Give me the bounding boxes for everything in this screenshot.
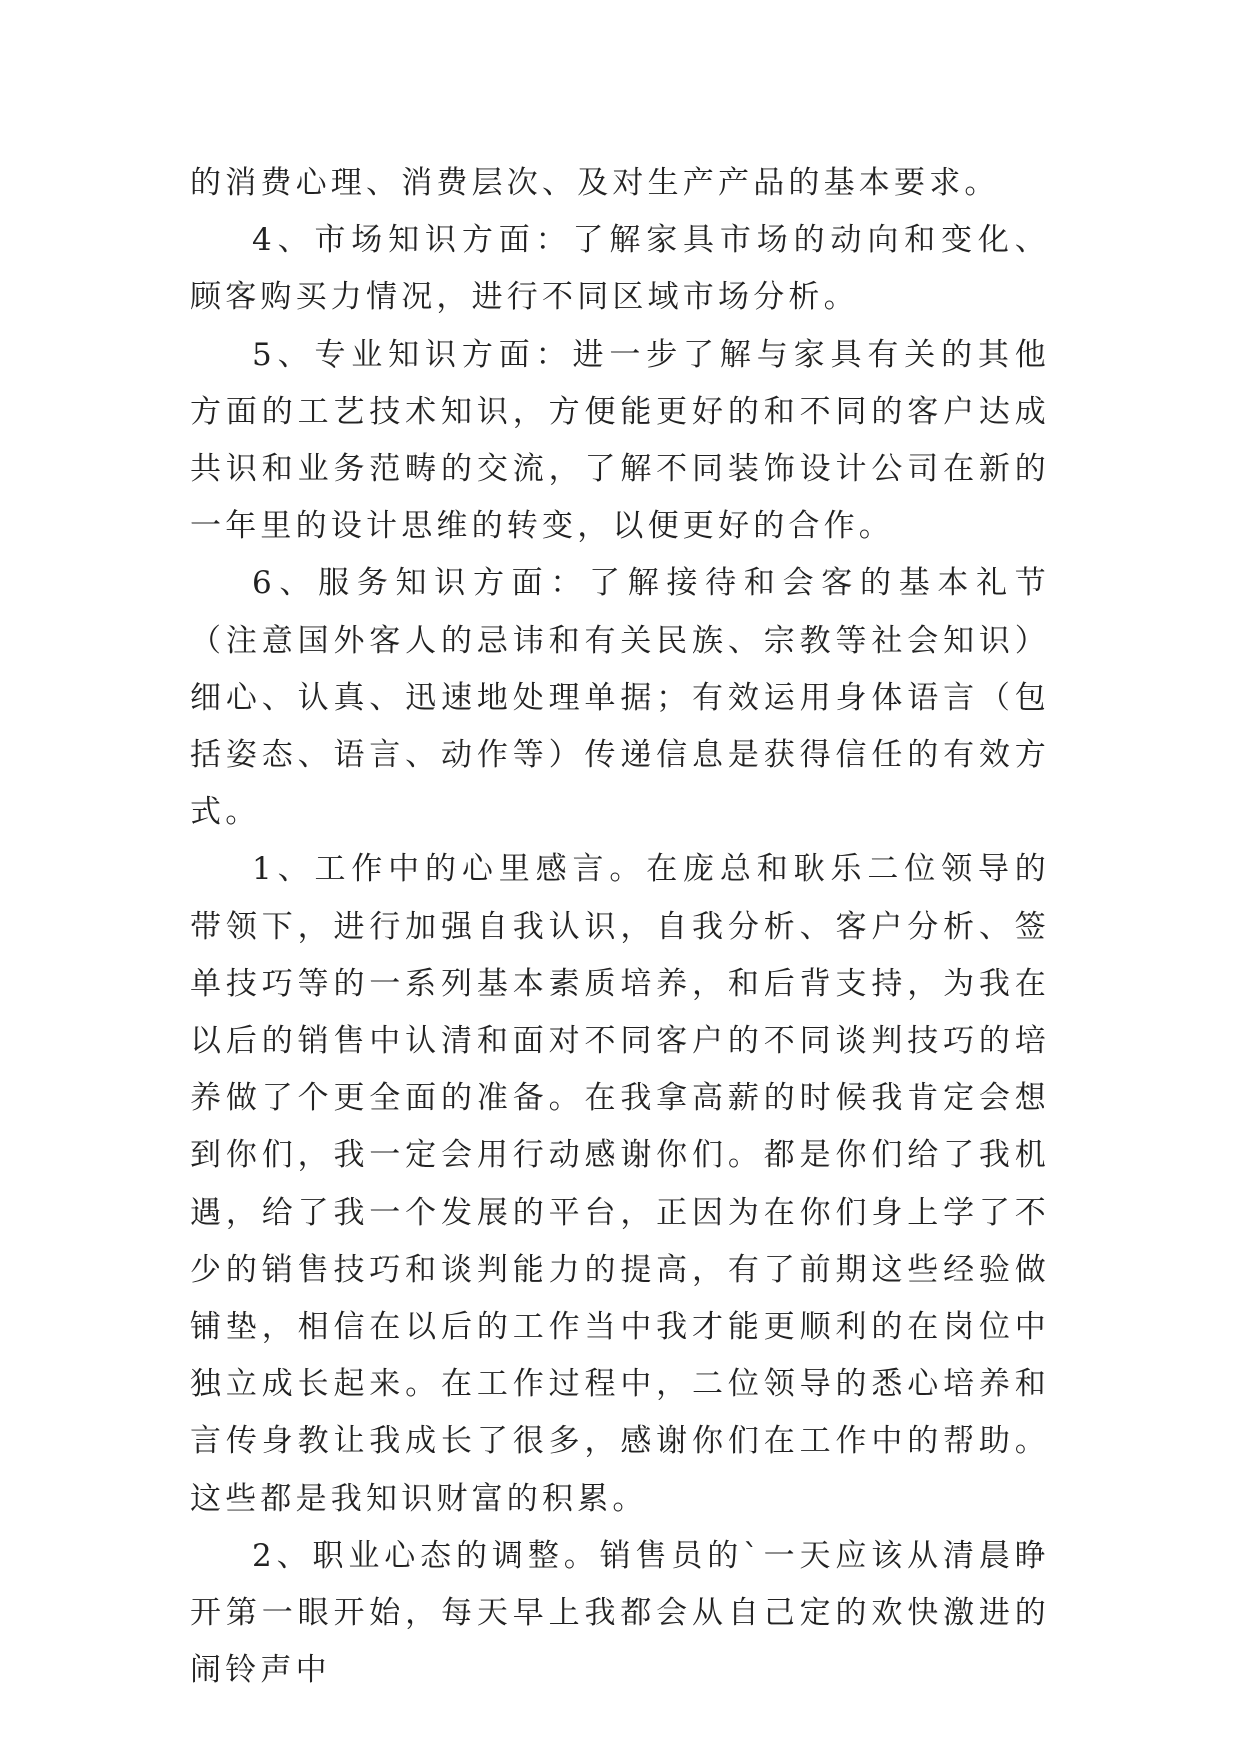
paragraph-attitude-adjustment: 2、职业心态的调整。销售员的`一天应该从清晨睁开第一眼开始，每天早上我都会从自己定的欢快激进的闹铃声中: [190, 1537, 1050, 1689]
paragraph-work-reflection: 1、工作中的心里感言。在庞总和耿乐二位领导的带领下，进行加强自我认识，自我分析、客户分析、签单技巧等的一系列基本素质培养，和后背支持，为我在以后的销售中认清和面对不同客户的不同谈判技巧的培养做了个更全面的准备。在我拿高薪的时候我肯定会想到你们，我一定会用行动感谢你们。都是你们给了我机遇，给了我一个发展的平台，正因为在你们身上学了不少的销售技巧和谈判能力的提高，有了前期这些经验做铺垫，相信在以后的工作当中我才能更顺利的在岗位中独立成长起来。在工作过程中，二位领导的悉心培养和言传身教让我成长了很多，感谢你们在工作中的帮助。这些都是我知识财富的积累。: [190, 851, 1050, 1517]
paragraph-service-knowledge: 6、服务知识方面：了解接待和会客的基本礼节（注意国外客人的忌讳和有关民族、宗教等社会知识）细心、认真、迅速地处理单据；有效运用身体语言（包括姿态、语言、动作等）传递信息是获得信任的有效方式。: [190, 565, 1050, 831]
paragraph-continuation: 的消费心理、消费层次、及对生产产品的基本要求。: [190, 165, 1000, 201]
paragraph-professional-knowledge: 5、专业知识方面：进一步了解与家具有关的其他方面的工艺技术知识，方便能更好的和不同的客户达成共识和业务范畴的交流，了解不同装饰设计公司在新的一年里的设计思维的转变，以便更好的合作。: [190, 336, 1050, 545]
paragraph-market-knowledge: 4、市场知识方面：了解家具市场的动向和变化、顾客购买力情况，进行不同区域市场分析。: [190, 222, 1050, 316]
document-body: [190, 155, 1050, 1699]
